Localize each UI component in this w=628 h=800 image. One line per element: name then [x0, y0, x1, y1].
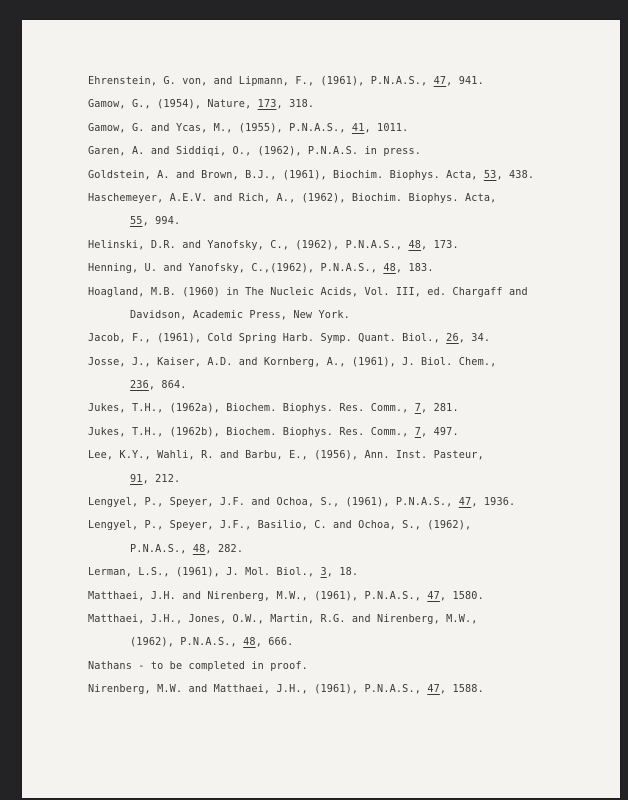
citation-text: Lengyel, P., Speyer, J.F. and Ochoa, S., (1961), P.N.A.S., — [88, 497, 459, 509]
reference-line — [88, 140, 608, 163]
reference-entry — [88, 397, 608, 420]
reference-entry — [88, 514, 608, 561]
volume-number: 173 — [257, 99, 277, 111]
reference-line — [88, 304, 608, 327]
volume-number: 236 — [130, 380, 149, 392]
volume-number: 55 — [130, 216, 143, 228]
reference-line — [88, 93, 608, 116]
reference-line — [88, 631, 608, 654]
reference-line — [88, 257, 608, 280]
volume-number: 7 — [414, 403, 422, 415]
reference-entry — [88, 585, 608, 608]
reference-line — [88, 585, 608, 608]
reference-entry — [88, 655, 608, 678]
page-number: , 318. — [276, 99, 315, 111]
reference-line — [88, 655, 608, 678]
page-number: , 173. — [421, 239, 459, 251]
reference-entry — [88, 327, 608, 350]
reference-line — [88, 678, 608, 701]
volume-number: 48 — [408, 239, 422, 251]
citation-text: Goldstein, A. and Brown, B.J., (1961), Biochim. Biophys. Acta, — [88, 169, 484, 181]
reference-line — [88, 281, 608, 304]
volume-number: 47 — [427, 684, 440, 696]
reference-entry — [88, 491, 608, 514]
volume-number: 3 — [320, 567, 327, 579]
citation-text: Gamow, G., (1954), Nature, — [88, 99, 258, 111]
reference-entry — [88, 117, 608, 140]
volume-number: 48 — [243, 637, 256, 649]
reference-line — [88, 514, 608, 537]
page-number: , 497. — [421, 426, 459, 438]
reference-entry — [88, 164, 608, 187]
reference-entry — [88, 93, 608, 116]
volume-number: 41 — [351, 122, 365, 134]
page-number: , 212. — [142, 473, 181, 485]
reference-entry — [88, 234, 608, 257]
volume-number: 53 — [483, 169, 497, 181]
page-number: , 1580. — [439, 590, 484, 602]
reference-line — [88, 164, 608, 187]
citation-text: Gamow, G. and Ycas, M., (1955), P.N.A.S., — [88, 122, 352, 134]
reference-line — [88, 608, 608, 631]
reference-line — [88, 327, 608, 350]
volume-number: 7 — [414, 426, 422, 438]
reference-line — [88, 374, 608, 397]
citation-text: Ehrenstein, G. von, and Lipmann, F., (1961), P.N.A.S., — [88, 76, 434, 87]
reference-entry — [88, 70, 608, 93]
reference-entry — [88, 561, 608, 584]
reference-entry — [88, 351, 608, 398]
reference-line — [88, 187, 608, 210]
citation-text: Henning, U. and Yanofsky, C.,(1962), P.N.A.S., — [88, 263, 384, 275]
citation-text: Jacob, F., (1961), Cold Spring Harb. Symp. Quant. Biol., — [88, 333, 447, 345]
reference-entry — [88, 257, 608, 280]
reference-line — [88, 210, 608, 233]
reference-entry — [88, 444, 608, 491]
citation-text: Matthaei, J.H., Jones, O.W., Martin, R.G. and Nirenberg, M.W., — [88, 613, 478, 625]
citation-text: Jukes, T.H., (1962b), Biochem. Biophys. Res. Comm., — [88, 426, 415, 438]
page-number: , 282. — [205, 543, 244, 555]
volume-number: 48 — [383, 263, 396, 275]
volume-number: 48 — [192, 543, 206, 555]
reference-entry — [88, 187, 608, 234]
page-number: , 1588. — [439, 684, 484, 696]
volume-number: 47 — [433, 76, 447, 87]
citation-text: Nirenberg, M.W. and Matthaei, J.H., (1961), P.N.A.S., — [88, 684, 428, 696]
page-number: , 994. — [142, 216, 181, 228]
page-number: , 941. — [446, 76, 484, 87]
citation-text: Garen, A. and Siddiqi, O., (1962), P.N.A.S. in press. — [88, 146, 422, 158]
page-number: , 34. — [458, 333, 491, 345]
reference-entry — [88, 140, 608, 163]
page-number: , 1936. — [471, 497, 516, 509]
reference-line — [88, 234, 608, 257]
reference-line — [88, 397, 608, 420]
reference-line — [88, 468, 608, 491]
citation-text: (1962), P.N.A.S., — [130, 637, 244, 649]
volume-number: 26 — [446, 333, 459, 345]
citation-text: Josse, J., Kaiser, A.D. and Kornberg, A., (1961), J. Biol. Chem., — [88, 356, 497, 368]
reference-line — [88, 561, 608, 584]
reference-line — [88, 421, 608, 444]
reference-entry — [88, 608, 608, 655]
page-number: , 18. — [326, 567, 359, 579]
reference-line — [88, 70, 608, 93]
reference-entry — [88, 281, 608, 328]
citation-text: Davidson, Academic Press, New York. — [130, 309, 350, 321]
reference-line — [88, 117, 608, 140]
volume-number: 91 — [130, 473, 143, 485]
citation-text: Helinski, D.R. and Yanofsky, C., (1962), P.N.A.S., — [88, 239, 409, 251]
citation-text: Lerman, L.S., (1961), J. Mol. Biol., — [88, 567, 321, 579]
page-number: , 1011. — [364, 122, 409, 134]
volume-number: 47 — [458, 497, 472, 509]
page-number: , 281. — [421, 403, 459, 415]
reference-entry — [88, 421, 608, 444]
page-number: , 666. — [255, 637, 294, 649]
reference-line — [88, 491, 608, 514]
citation-text: P.N.A.S., — [130, 543, 193, 555]
reference-line — [88, 444, 608, 467]
citation-text: Haschemeyer, A.E.V. and Rich, A., (1962), Biochim. Biophys. Acta, — [88, 192, 497, 204]
reference-list — [88, 70, 608, 702]
citation-text: Lengyel, P., Speyer, J.F., Basilio, C. and Ochoa, S., (1962), — [88, 520, 472, 532]
page-number: , 864. — [148, 380, 187, 392]
citation-text: Jukes, T.H., (1962a), Biochem. Biophys. Res. Comm., — [88, 403, 415, 415]
reference-entry — [88, 678, 608, 701]
page-number: , 438. — [496, 169, 535, 181]
volume-number: 47 — [427, 590, 440, 602]
citation-text: Lee, K.Y., Wahli, R. and Barbu, E., (1956), Ann. Inst. Pasteur, — [88, 450, 484, 462]
citation-text: Nathans - to be completed in proof. — [88, 660, 308, 672]
citation-text: Matthaei, J.H. and Nirenberg, M.W., (1961), P.N.A.S., — [88, 590, 428, 602]
reference-line — [88, 538, 608, 561]
reference-line — [88, 351, 608, 374]
citation-text: Hoagland, M.B. (1960) in The Nucleic Acids, Vol. III, ed. Chargaff and — [88, 286, 528, 298]
page-number: , 183. — [395, 263, 434, 275]
